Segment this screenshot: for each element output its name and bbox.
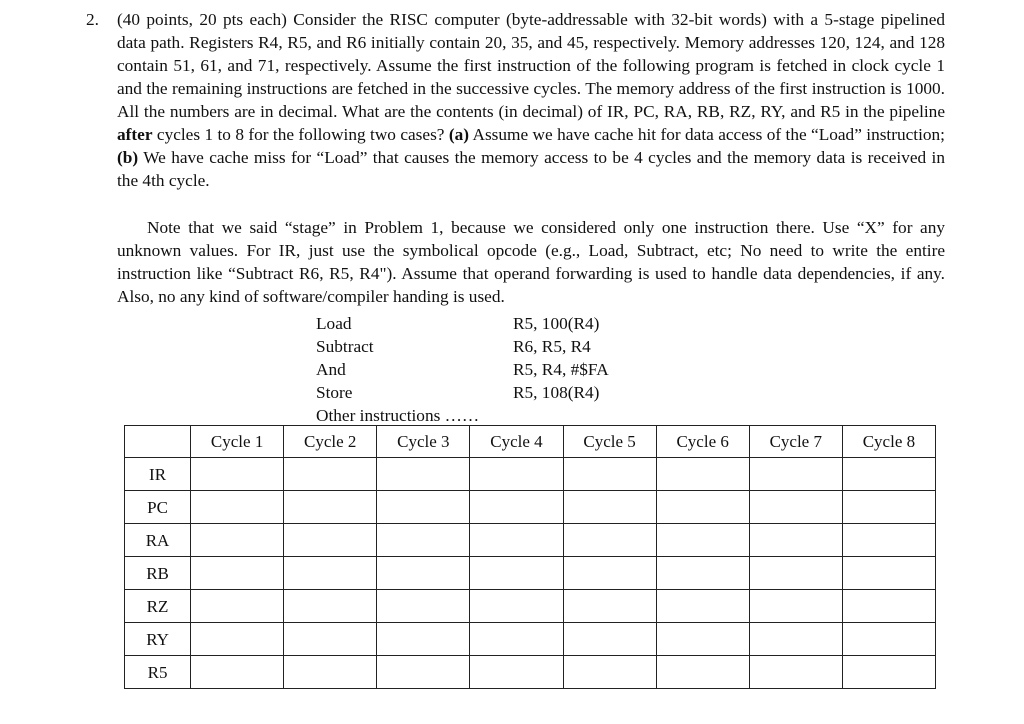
- table-cell: [842, 656, 935, 689]
- row-header: PC: [125, 491, 191, 524]
- table-cell: [842, 590, 935, 623]
- operands: R5, 108(R4): [513, 383, 600, 402]
- question-number: 2.: [86, 10, 99, 29]
- question-paragraph-1: [117, 8, 945, 192]
- table-cell: [656, 458, 749, 491]
- table-cell: [563, 458, 656, 491]
- row-header: R5: [125, 656, 191, 689]
- table-cell: [563, 557, 656, 590]
- table-cell: [563, 590, 656, 623]
- table-cell: [377, 458, 470, 491]
- case-b-label: (b): [117, 148, 139, 167]
- opcode: Store: [316, 383, 353, 402]
- table-cell: [842, 557, 935, 590]
- table-cell: [656, 491, 749, 524]
- table-cell: [191, 524, 284, 557]
- column-header: Cycle 6: [656, 426, 749, 458]
- operands: R5, R4, #$FA: [513, 360, 609, 379]
- table-cell: [563, 656, 656, 689]
- table-cell: [749, 557, 842, 590]
- table-cell: [656, 557, 749, 590]
- question-text-part: We have cache miss for “Load” that causes the memory access to be 4 cycles and the memory data is received in the 4th cycle.: [117, 148, 945, 190]
- table-cell: [191, 491, 284, 524]
- case-a-label: (a): [448, 125, 470, 144]
- table-cell: [563, 491, 656, 524]
- program-line: [316, 381, 736, 404]
- table-cell: [470, 623, 563, 656]
- table-cell: [749, 623, 842, 656]
- table-cell: [284, 656, 377, 689]
- program-line: [316, 335, 736, 358]
- question-text-part: (40 points, 20 pts each) Consider the RISC computer (byte-addressable with 32-bit words) with a 5-stage pipelined data path. Registers R4, R5, and R6 initially contain 20, 35, and 45, respectively. Memory addresses 120, 124, and 128 contain 51, 61, and 71, respectively. Assume the first instruction of the following program is fetched in clock cycle 1 and the remaining instructions are fetched in the successive cycles. The memory address of the first instruction is 1000. All the numbers are in decimal. What are the contents (in decimal) of IR, PC, RA, RB, RZ, RY, and R5 in the pipeline: [117, 10, 945, 121]
- table-cell: [563, 524, 656, 557]
- row-header: IR: [125, 458, 191, 491]
- table-cell: [284, 557, 377, 590]
- row-header: RB: [125, 557, 191, 590]
- opcode: And: [316, 360, 346, 379]
- row-header: RZ: [125, 590, 191, 623]
- table-cell: [656, 524, 749, 557]
- table-cell: [470, 557, 563, 590]
- table-cell: [284, 491, 377, 524]
- table-cell: [470, 491, 563, 524]
- table-cell: [563, 623, 656, 656]
- corner-cell: [125, 426, 191, 458]
- column-header: Cycle 8: [842, 426, 935, 458]
- table-header-row: [125, 426, 936, 458]
- row-header: RY: [125, 623, 191, 656]
- table-cell: [284, 590, 377, 623]
- table-cell: [749, 590, 842, 623]
- table-cell: [842, 458, 935, 491]
- table-row: [125, 491, 936, 524]
- table-cell: [656, 590, 749, 623]
- table-cell: [470, 524, 563, 557]
- table-cell: [191, 590, 284, 623]
- opcode: Other instructions ……: [316, 406, 480, 425]
- column-header: Cycle 4: [470, 426, 563, 458]
- table-cell: [377, 656, 470, 689]
- operands: R6, R5, R4: [513, 337, 591, 356]
- table-cell: [842, 623, 935, 656]
- table-cell: [470, 590, 563, 623]
- table-cell: [377, 623, 470, 656]
- program-line: [316, 358, 736, 381]
- column-header: Cycle 7: [749, 426, 842, 458]
- question-text-part: cycles 1 to 8 for the following two cases?: [152, 125, 449, 144]
- emphasis-after: after: [117, 125, 153, 144]
- table-row: [125, 590, 936, 623]
- table-row: [125, 557, 936, 590]
- table-cell: [470, 458, 563, 491]
- table-cell: [191, 656, 284, 689]
- operands: R5, 100(R4): [513, 314, 600, 333]
- table-cell: [749, 524, 842, 557]
- column-header: Cycle 3: [377, 426, 470, 458]
- table-cell: [377, 557, 470, 590]
- row-header: RA: [125, 524, 191, 557]
- table-cell: [842, 491, 935, 524]
- pipeline-table: [124, 425, 936, 689]
- program-line: [316, 312, 736, 335]
- table-cell: [470, 656, 563, 689]
- table-cell: [191, 557, 284, 590]
- table-row: [125, 524, 936, 557]
- table-cell: [377, 491, 470, 524]
- table-cell: [191, 623, 284, 656]
- table-row: [125, 458, 936, 491]
- table-cell: [749, 458, 842, 491]
- table-cell: [749, 656, 842, 689]
- table-cell: [656, 656, 749, 689]
- column-header: Cycle 5: [563, 426, 656, 458]
- table-row: [125, 623, 936, 656]
- column-header: Cycle 2: [284, 426, 377, 458]
- table-cell: [749, 491, 842, 524]
- table-cell: [284, 458, 377, 491]
- table-cell: [842, 524, 935, 557]
- table-cell: [377, 590, 470, 623]
- table-cell: [284, 623, 377, 656]
- column-header: Cycle 1: [191, 426, 284, 458]
- opcode: Load: [316, 314, 352, 333]
- table-cell: [284, 524, 377, 557]
- question-paragraph-2: Note that we said “stage” in Problem 1, because we considered only one instruction there. Use “X” for any unknown values. For IR, just use the symbolical opcode (e.g., Load, Subtract, etc; No need to write the entire instruction like “Subtract R6, R5, R4"). Assume that operand forwarding is used to handle data dependencies, if any. Also, no any kind of software/compiler handing is used.: [117, 218, 945, 306]
- opcode: Subtract: [316, 337, 374, 356]
- question-text-part: Assume we have cache hit for data access of the “Load” instruction;: [469, 125, 945, 144]
- table-row: [125, 656, 936, 689]
- table-cell: [377, 524, 470, 557]
- table-cell: [656, 623, 749, 656]
- program-line: [316, 404, 736, 427]
- table-cell: [191, 458, 284, 491]
- program-listing: [316, 312, 736, 427]
